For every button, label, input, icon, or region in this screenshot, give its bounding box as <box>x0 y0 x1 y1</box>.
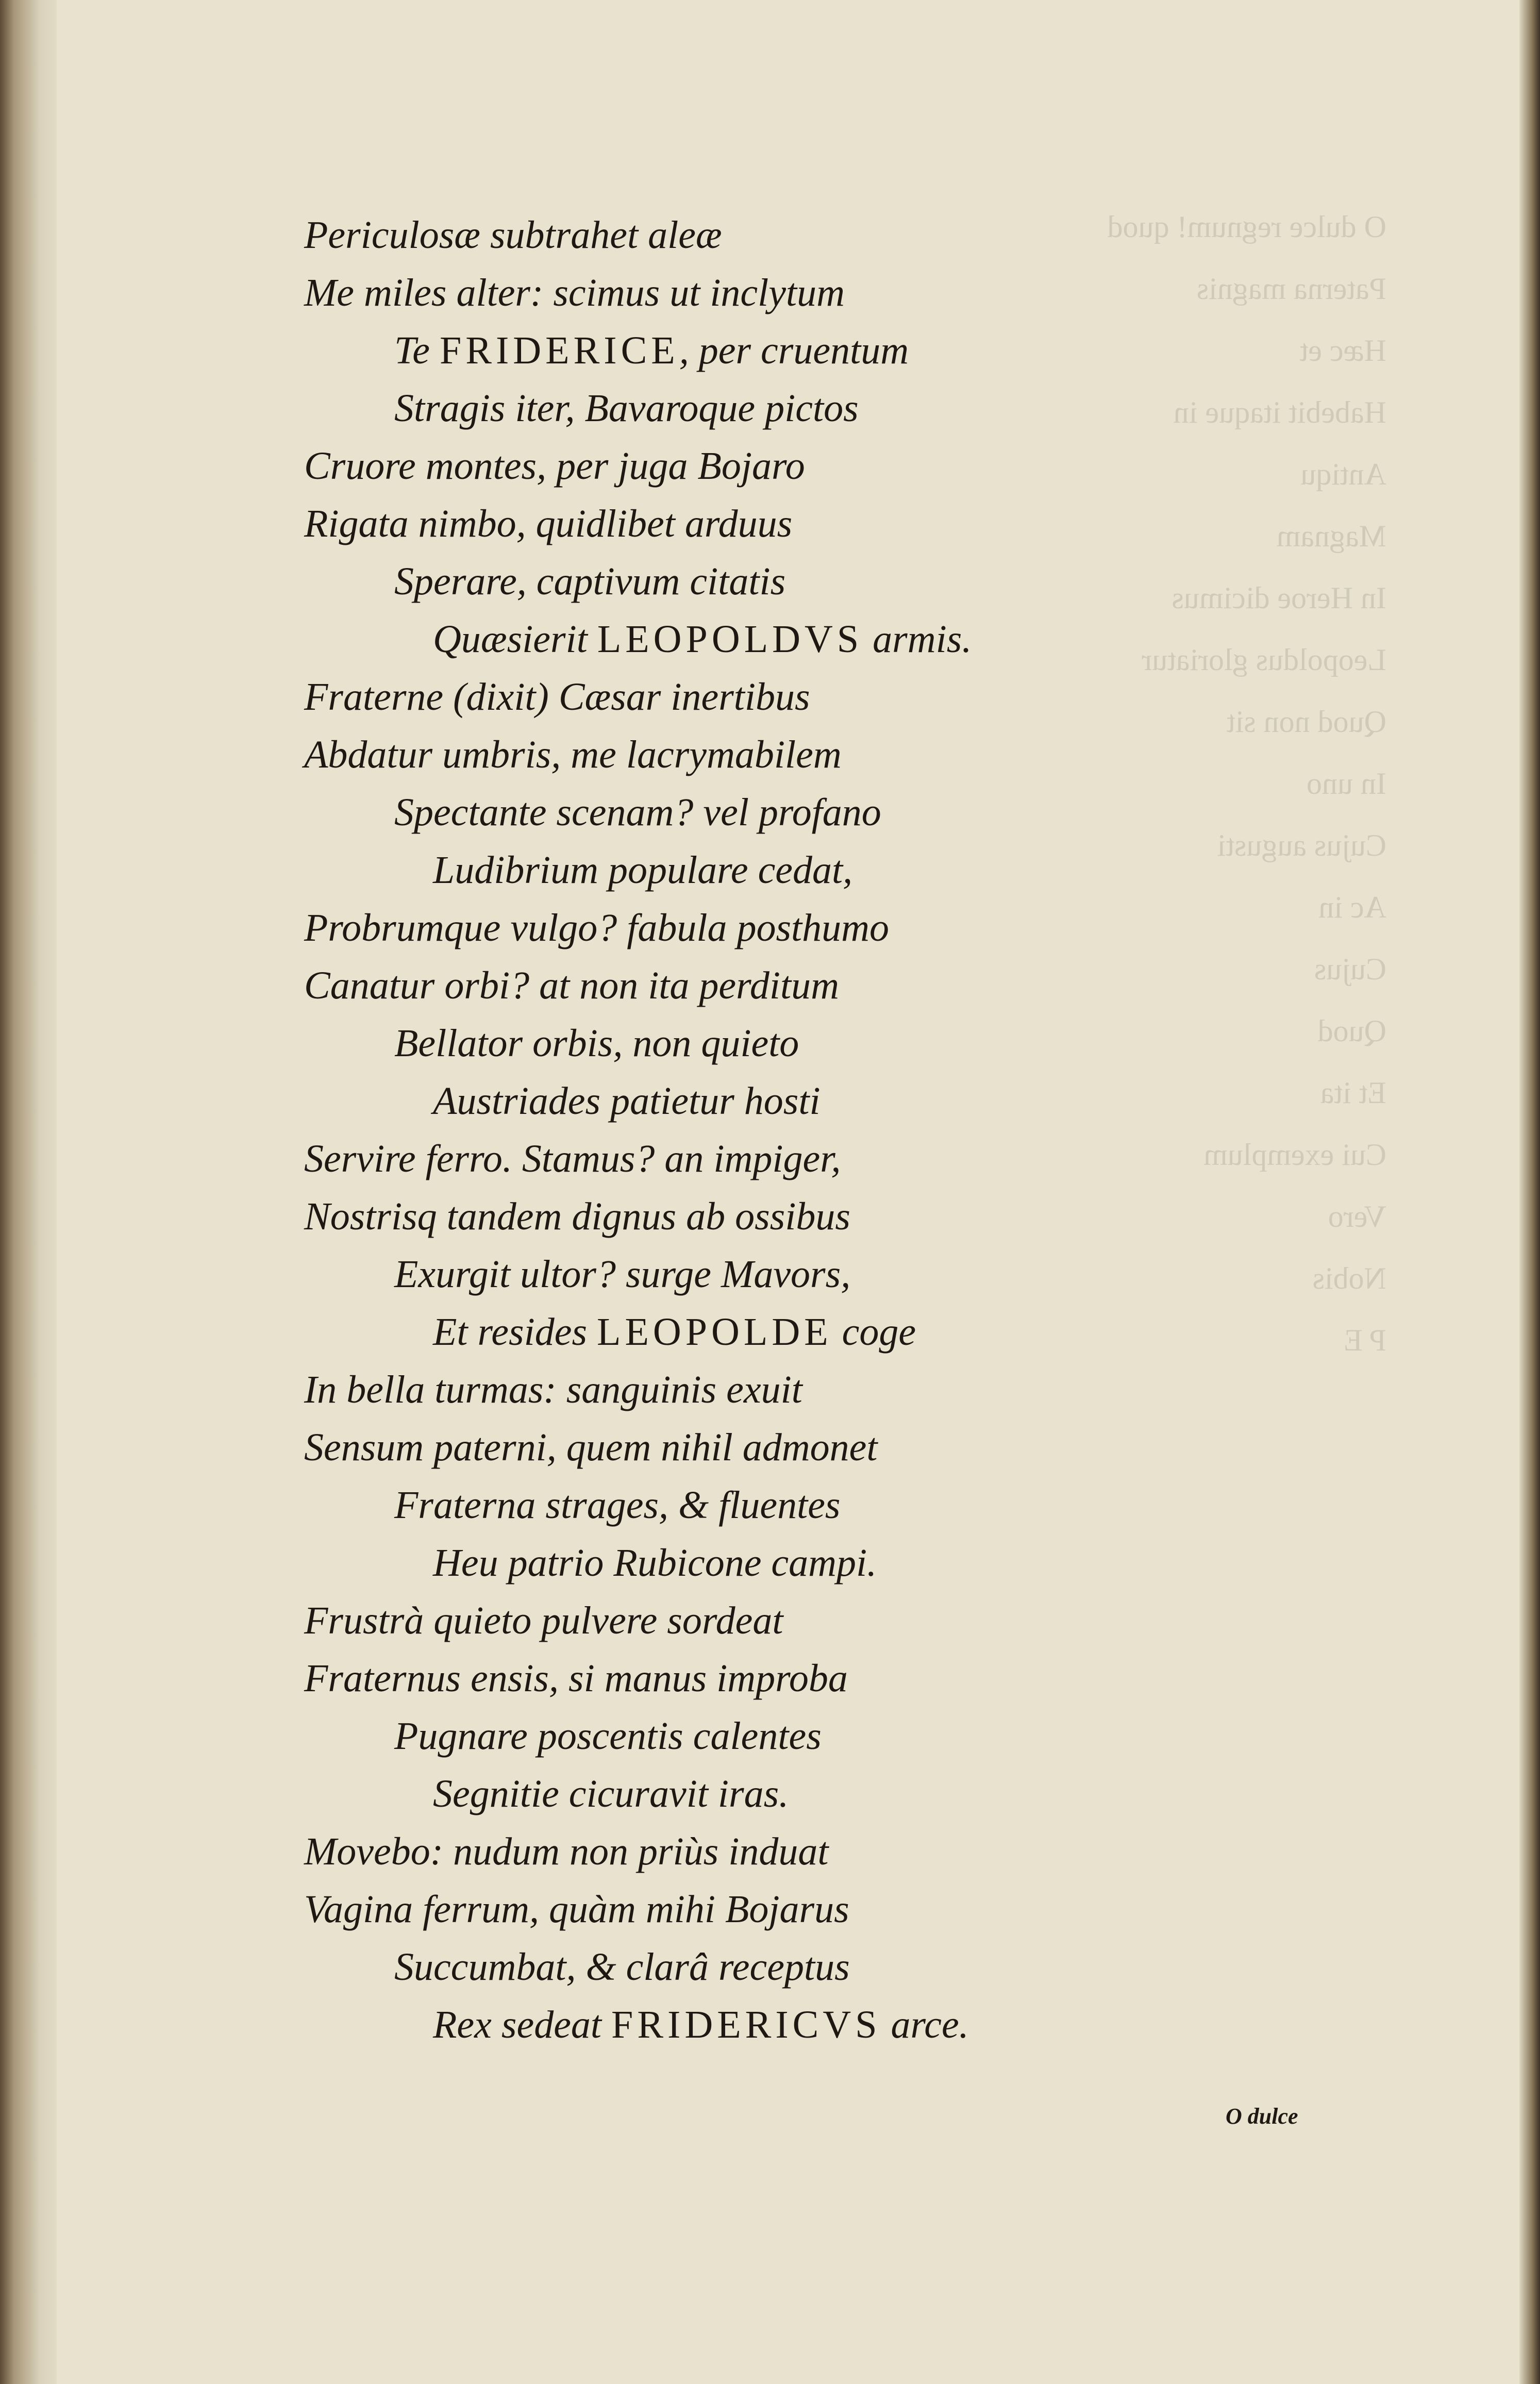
poem-line <box>304 610 1283 668</box>
line-text: , per cruentum <box>679 329 909 372</box>
poem-line <box>304 1996 1283 2054</box>
poem-line <box>304 899 1283 957</box>
name-in-capitals: LEOPOLDE <box>597 1310 832 1354</box>
poem-line <box>304 1938 1283 1996</box>
bleed-through-line: Paterna magnis <box>1196 272 1386 306</box>
line-text: Spectante scenam? vel profano <box>394 791 881 834</box>
name-in-capitals: FRIDERICVS <box>611 2003 881 2046</box>
poem-line <box>304 379 1283 437</box>
line-text: Sensum paterni, quem nihil admonet <box>304 1426 878 1469</box>
poem-line <box>304 1880 1283 1938</box>
bleed-through-line: In Heroe dicimus <box>1171 581 1386 615</box>
bleed-through-line: Ac in <box>1318 890 1386 924</box>
bleed-through-line: Leopoldus gloriatur <box>1142 643 1386 677</box>
poem-line <box>304 1707 1283 1765</box>
poem-line <box>304 1188 1283 1245</box>
poem-line <box>304 322 1283 379</box>
line-text: Nostrisq tandem dignus ab ossibus <box>304 1195 850 1238</box>
line-text: Cruore montes, per juga Bojaro <box>304 444 805 488</box>
poem-text <box>304 206 1283 2054</box>
left-binding-edge <box>0 0 57 2384</box>
bleed-through-line: In uno <box>1307 766 1386 801</box>
bleed-through-line: O dulce regnum! quod <box>1107 210 1386 244</box>
bleed-through-line: P E <box>1344 1323 1386 1357</box>
poem-line <box>304 957 1283 1014</box>
line-text: arce. <box>881 2003 969 2046</box>
poem-line <box>304 1303 1283 1361</box>
line-text: Servire ferro. Stamus? an impiger, <box>304 1137 841 1180</box>
poem-line <box>304 1476 1283 1534</box>
bleed-through-line: Habebit itaque in <box>1173 395 1386 429</box>
poem-line <box>304 553 1283 610</box>
line-text: armis. <box>863 618 972 661</box>
line-text: Segnitie cicuravit iras. <box>433 1772 789 1815</box>
bleed-through-line: Vero <box>1328 1199 1386 1233</box>
bleed-through-line: Magnam <box>1276 519 1386 553</box>
bleed-through-line: Et ita <box>1320 1076 1386 1110</box>
poem-line <box>304 1245 1283 1303</box>
poem-line <box>304 1130 1283 1188</box>
name-in-capitals: LEOPOLDVS <box>597 618 863 661</box>
line-text: Frustrà quieto pulvere sordeat <box>304 1599 783 1642</box>
line-text: Vagina ferrum, quàm mihi Bojarus <box>304 1888 849 1931</box>
line-text: Bellator orbis, non quieto <box>394 1022 799 1065</box>
line-text: Succumbat, & clarâ receptus <box>394 1945 850 1989</box>
line-text: Te <box>394 329 440 372</box>
line-text: Rex sedeat <box>433 2003 612 2046</box>
line-text: Probrumque vulgo? fabula posthumo <box>304 906 890 949</box>
poem-line <box>304 1419 1283 1476</box>
line-text: Fraterna strages, & fluentes <box>394 1483 841 1527</box>
line-text: Quæsierit <box>433 618 597 661</box>
line-text: Rigata nimbo, quidlibet arduus <box>304 502 793 545</box>
bleed-through-line: Nobis <box>1312 1261 1386 1295</box>
line-text: Sperare, captivum citatis <box>394 560 786 603</box>
poem-line <box>304 1823 1283 1880</box>
poem-line <box>304 783 1283 841</box>
line-text: Periculosæ subtrahet aleæ <box>304 213 722 257</box>
line-text: Movebo: nudum non priùs induat <box>304 1830 829 1873</box>
name-in-capitals: FRIDERICE <box>440 329 679 372</box>
right-page-edge <box>1519 0 1540 2384</box>
poem-line <box>304 668 1283 726</box>
poem-line <box>304 1361 1283 1419</box>
bleed-through-line: Hæc et <box>1299 334 1386 368</box>
bleed-through-line: Cujus <box>1314 952 1386 986</box>
line-text: coge <box>832 1310 916 1354</box>
line-text: Exurgit ultor? surge Mavors, <box>394 1253 851 1296</box>
poem-line <box>304 1765 1283 1823</box>
line-text: Abdatur umbris, me lacrymabilem <box>304 733 842 776</box>
bleed-through-line: Quod <box>1317 1014 1386 1048</box>
line-text: Me miles alter: scimus ut inclytum <box>304 271 845 314</box>
poem-line <box>304 437 1283 495</box>
poem-line <box>304 495 1283 553</box>
line-text: Pugnare poscentis calentes <box>394 1714 822 1758</box>
poem-line <box>304 206 1283 264</box>
bleed-through-line: Cujus augusti <box>1217 828 1386 862</box>
bleed-through-line: Antiqu <box>1300 457 1386 491</box>
line-text: Stragis iter, Bavaroque pictos <box>394 387 859 430</box>
poem-line <box>304 726 1283 783</box>
line-text: Canatur orbi? at non ita perditum <box>304 964 840 1007</box>
line-text: Fraternus ensis, si manus improba <box>304 1657 848 1700</box>
poem-line <box>304 1072 1283 1130</box>
line-text: Et resides <box>433 1310 597 1354</box>
poem-line <box>304 1534 1283 1592</box>
line-text: Ludibrium populare cedat, <box>433 848 853 892</box>
poem-line <box>304 264 1283 322</box>
bleed-through-line: Quod non sit <box>1226 705 1386 739</box>
line-text: Heu patrio Rubicone campi. <box>433 1541 877 1585</box>
catchword: O dulce <box>1226 2104 1298 2129</box>
poem-line <box>304 1592 1283 1649</box>
line-text: Austriades patietur hosti <box>433 1079 821 1123</box>
bleed-through-line: Cui exemplum <box>1203 1138 1386 1172</box>
line-text: Fraterne (dixit) Cæsar inertibus <box>304 675 810 719</box>
poem-line <box>304 1014 1283 1072</box>
line-text: In bella turmas: sanguinis exuit <box>304 1368 802 1411</box>
poem-line <box>304 1649 1283 1707</box>
poem-line <box>304 841 1283 899</box>
